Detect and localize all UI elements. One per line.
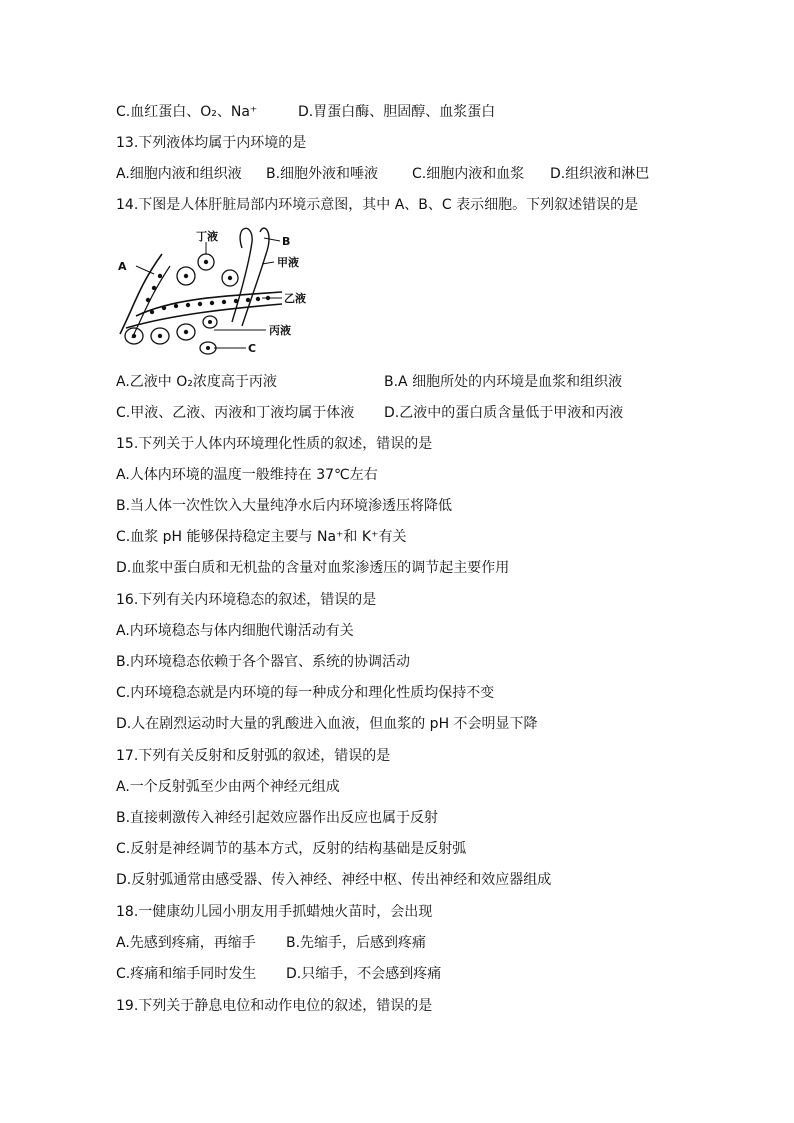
q16-option-d: D.人在剧烈运动时大量的乳酸进入血液，但血浆的 pH 不会明显下降: [116, 716, 538, 732]
question-15-stem: 15.下列关于人体内环境理化性质的叙述，错误的是: [116, 436, 433, 452]
tissue-cells-upper: [177, 254, 238, 286]
lymph-vessel-right: [242, 228, 269, 326]
q17-option-d: D.反射弧通常由感受器、传入神经、神经中枢、传出神经和效应器组成: [116, 872, 552, 888]
q15-option-c: C.血浆 pH 能够保持稳定主要与 Na⁺和 K⁺有关: [116, 529, 407, 545]
q12-option-d: D.胃蛋白酶、胆固醇、血浆蛋白: [298, 104, 496, 120]
capillary-wall-inner: [132, 266, 170, 338]
label-jia: 甲液: [277, 256, 299, 269]
label-a: A: [118, 260, 127, 273]
q16-option-a: A.内环境稳态与体内细胞代谢活动有关: [116, 623, 354, 639]
q13-option-d: D.组织液和淋巴: [550, 166, 650, 182]
label-ding: 丁液: [196, 230, 218, 243]
leader-b: [264, 238, 280, 241]
label-c: C: [248, 342, 257, 355]
question-17-stem: 17.下列有关反射和反射弧的叙述，错误的是: [116, 748, 391, 764]
q12-option-c: C.血红蛋白、O₂、Na⁺: [116, 104, 258, 120]
tissue-cells-lower: [125, 316, 217, 354]
q14-option-d: D.乙液中的蛋白质含量低于甲液和丙液: [384, 405, 624, 421]
q14-option-c: C.甲液、乙液、丙液和丁液均属于体液: [116, 405, 355, 421]
q18-option-d: D.只缩手，不会感到疼痛: [286, 966, 442, 982]
q16-option-c: C.内环境稳态就是内环境的每一种成分和理化性质均保持不变: [116, 685, 495, 701]
question-13-stem: 13.下列液体均属于内环境的是: [116, 135, 307, 151]
q13-option-c: C.细胞内液和血浆: [412, 166, 525, 182]
q15-option-a: A.人体内环境的温度一般维持在 37℃左右: [116, 467, 378, 483]
q17-option-b: B.直接刺激传入神经引起效应器作出反应也属于反射: [116, 810, 439, 826]
q15-option-d: D.血浆中蛋白质和无机盐的含量对血浆渗透压的调节起主要作用: [116, 560, 510, 576]
q17-option-a: A.一个反射弧至少由两个神经元组成: [116, 779, 340, 795]
q13-option-a: A.细胞内液和组织液: [116, 166, 242, 182]
question-16-stem: 16.下列有关内环境稳态的叙述，错误的是: [116, 592, 377, 608]
q14-option-a: A.乙液中 O₂浓度高于丙液: [116, 374, 277, 390]
question-14-stem: 14.下图是人体肝脏局部内环境示意图，其中 A、B、C 表示细胞。下列叙述错误的是: [116, 197, 639, 213]
q18-option-b: B.先缩手，后感到疼痛: [286, 935, 427, 951]
q18-option-c: C.疼痛和缩手同时发生: [116, 966, 257, 982]
question-18-stem: 18.一健康幼儿园小朋友用手抓蜡烛火苗时，会出现: [116, 904, 433, 920]
q18-option-a: A.先感到疼痛，再缩手: [116, 935, 256, 951]
q13-option-b: B.细胞外液和唾液: [266, 166, 379, 182]
question-19-stem: 19.下列关于静息电位和动作电位的叙述，错误的是: [116, 998, 433, 1014]
label-bing: 丙液: [269, 324, 291, 337]
liver-internal-environment-diagram: [114, 226, 314, 358]
q17-option-c: C.反射是神经调节的基本方式，反射的结构基础是反射弧: [116, 841, 467, 857]
label-b: B: [282, 235, 291, 248]
q15-option-b: B.当人体一次性饮入大量纯净水后内环境渗透压将降低: [116, 498, 453, 514]
q16-option-b: B.内环境稳态依赖于各个器官、系统的协调活动: [116, 654, 411, 670]
label-yi: 乙液: [284, 292, 306, 305]
q14-option-b: B.A 细胞所处的内环境是血浆和组织液: [384, 374, 623, 390]
